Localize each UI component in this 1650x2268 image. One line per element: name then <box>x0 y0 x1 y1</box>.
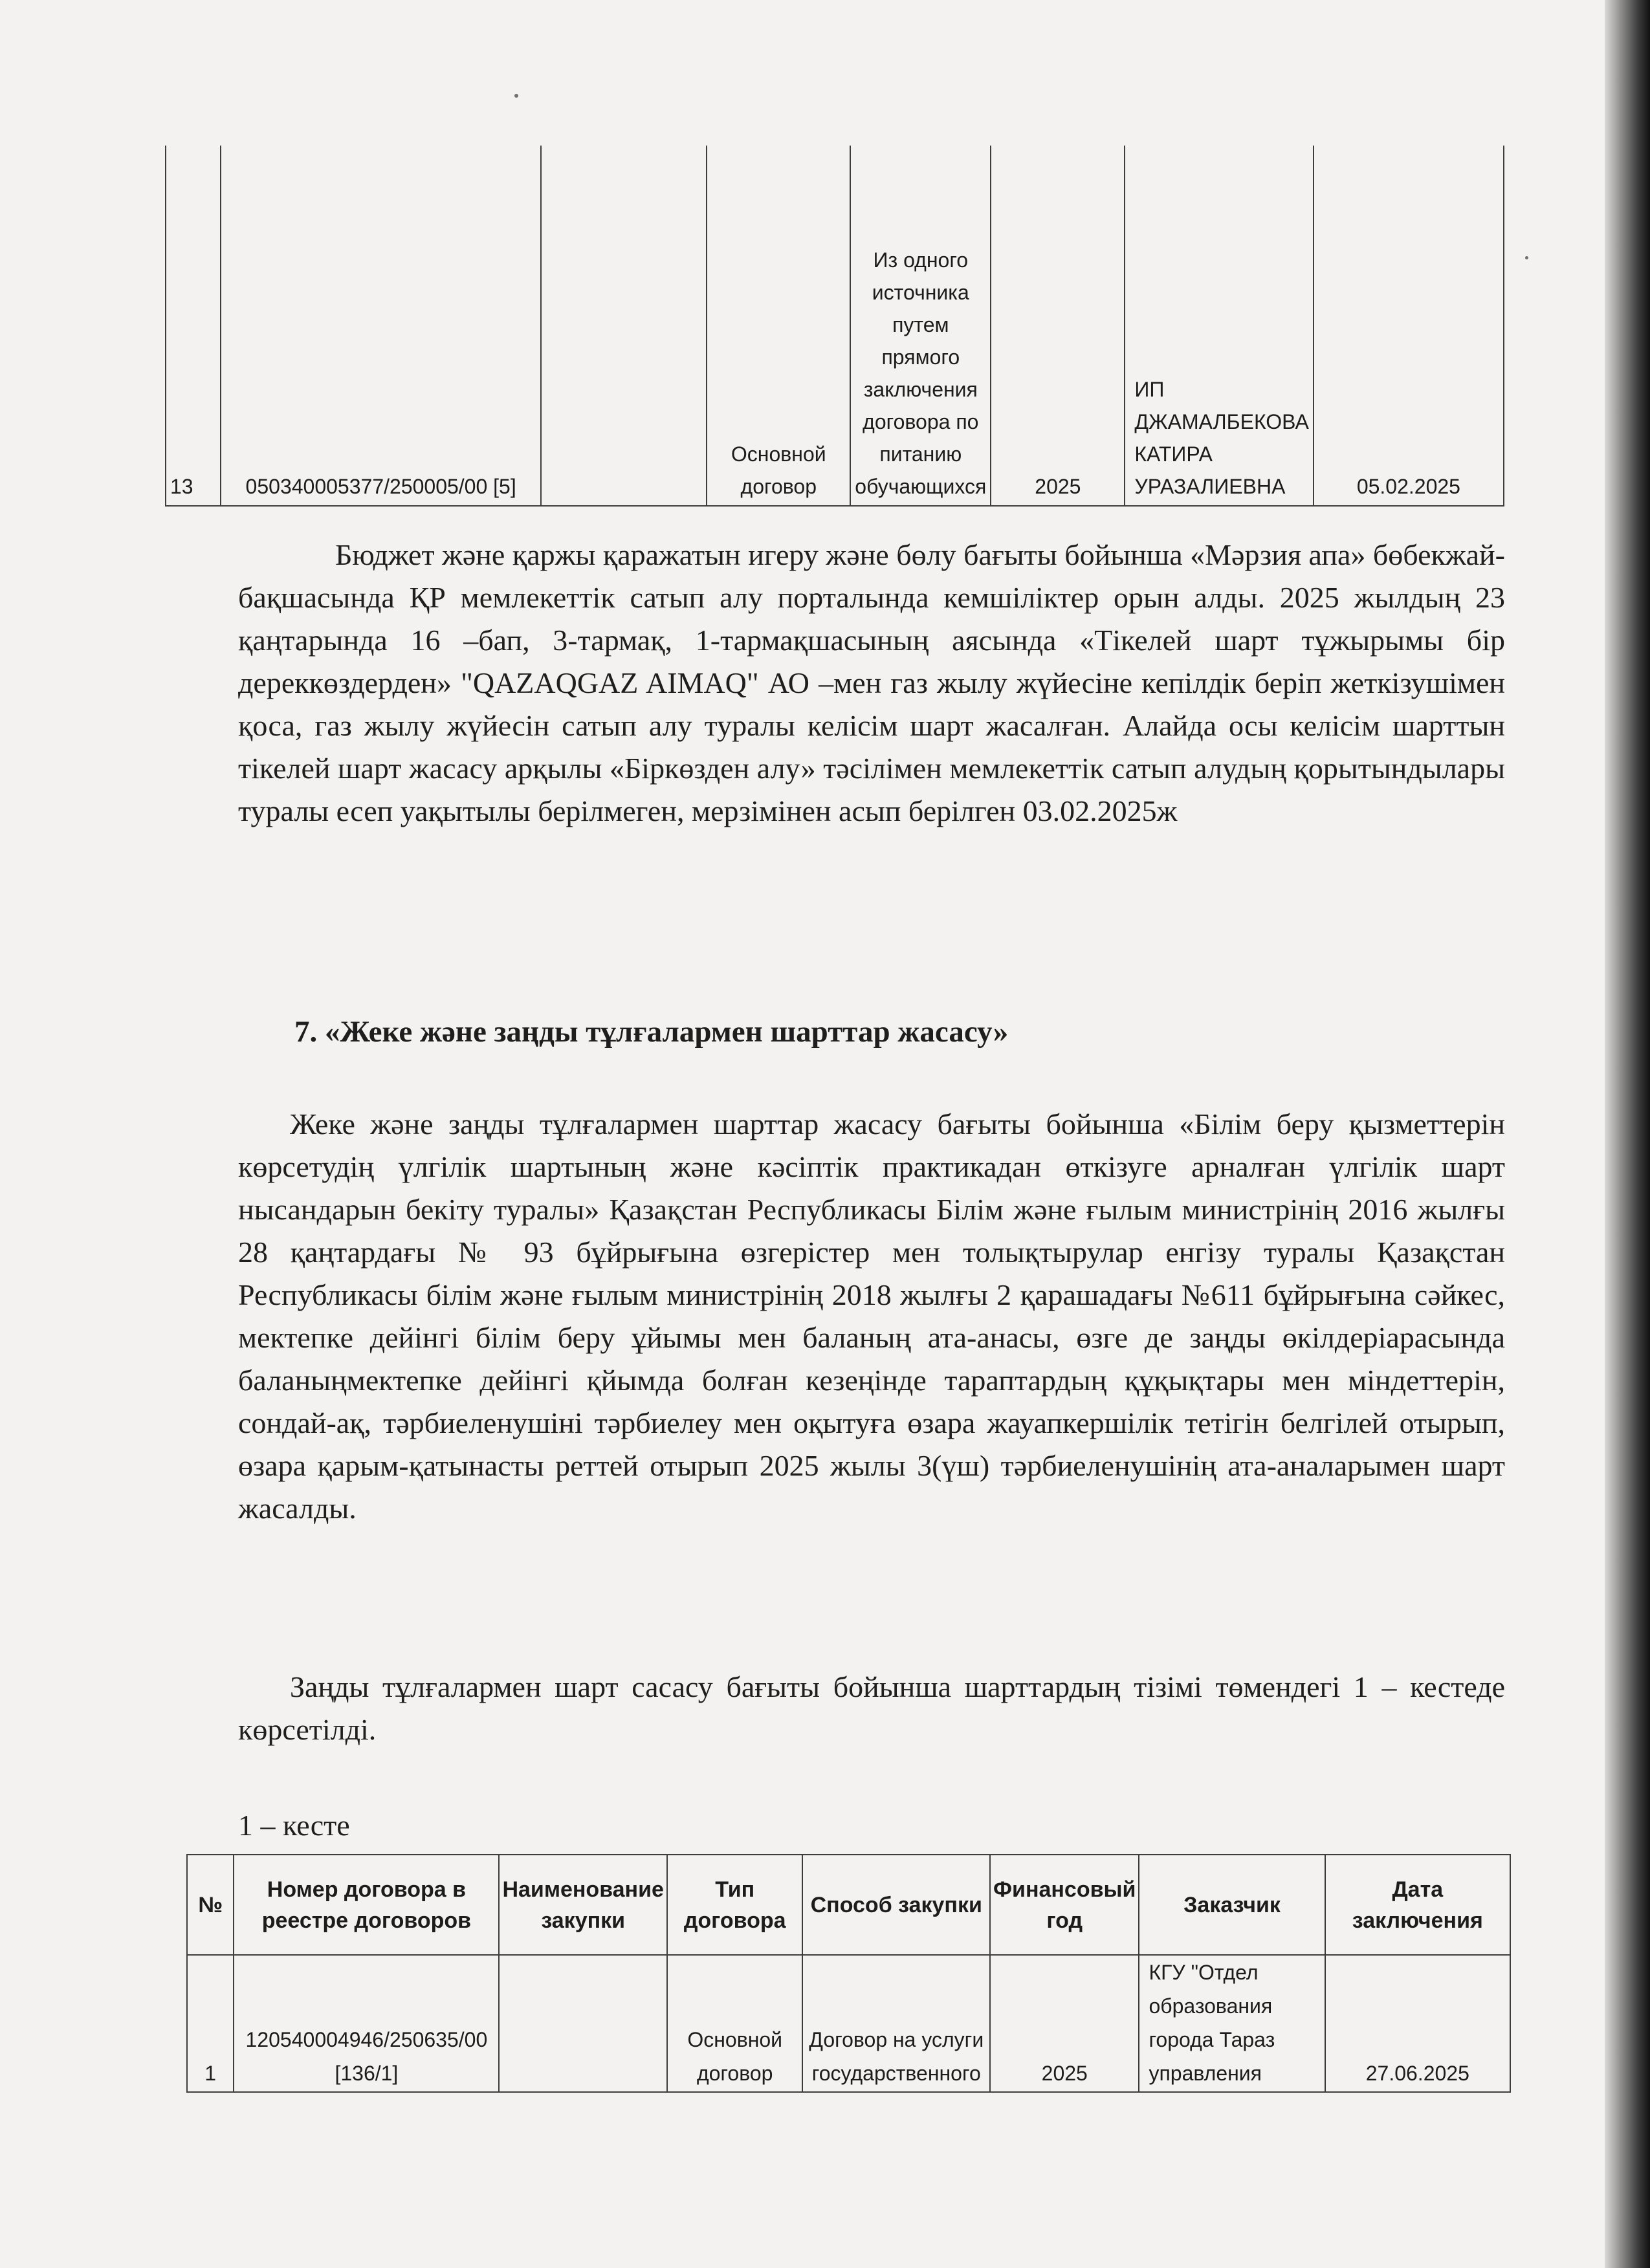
header-contract-number: Номер договора в реестре договоров <box>234 1855 499 1955</box>
contracts-table <box>186 1854 1511 2093</box>
header-contract-type: Тип договора <box>667 1855 803 1955</box>
header-purchase-method: Способ закупки <box>802 1855 990 1955</box>
cell-contract-number: 120540004946/250635/00 [136/1] <box>234 1955 499 2092</box>
cell-customer: ИП ДЖАМАЛБЕКОВА КАТИРА УРАЗАЛИЕВНА <box>1125 146 1313 506</box>
cell-fiscal-year: 2025 <box>991 146 1125 506</box>
header-purchase-name: Наименование закупки <box>499 1855 666 1955</box>
section-heading: 7. «Жеке және заңды тұлғалармен шарттар жасасу» <box>294 1015 1009 1049</box>
table-row <box>187 1955 1510 2092</box>
cell-date: 27.06.2025 <box>1325 1955 1510 2092</box>
table-caption: 1 – кесте <box>238 1809 350 1842</box>
header-date: Дата заключения <box>1325 1855 1510 1955</box>
paragraph-contract-list: Заңды тұлғалармен шарт сасасу бағыты бойынша шарттардың тізімі төмендегі 1 – кестеде көрсетілді. <box>238 1670 1505 1746</box>
paragraph-contracts: Жеке және заңды тұлғалармен шарттар жасасу бағыты бойынша «Білім беру қызметтерін көрсетудің үлгілік шартының және кәсіптік практикадан өткізуге арналған үлгілік шарт нысандарын бекіту туралы» Қазақстан Республикасы Білім және ғылым министрінің 2016 жылғы 28 қаңтардағы № 93 бұйрығына өзгерістер мен толықтырулар енгізу туралы Қазақстан Республикасы білім және ғылым министрінің 2018 жылғы 2 қарашадағы №611 бұйрығына сәйкес, мектепке дейінгі білім беру ұйымы мен баланың ата-анасы, өзге де заңды өкілдеріарасында баланыңмектепке дейінгі қйымда болған кезеңінде тараптардың құқықтары мен міндеттерін, сондай-ақ, тәрбиеленушіні тәрбиелеу мен оқытуға өзара жауапкершілік тетігін белгілей отырып, өзара қарым-қатынасты реттей отырып 2025 жылы 3(үш) тәрбиеленушінің ата-аналарымен шарт жасалды. <box>238 1107 1505 1525</box>
table-header-row <box>187 1855 1510 1955</box>
cell-purchase-name <box>499 1955 666 2092</box>
scan-speck <box>1525 256 1528 259</box>
cell-date: 05.02.2025 <box>1314 146 1504 506</box>
header-number: № <box>187 1855 234 1955</box>
cell-contract-number: 050340005377/250005/00 [5] <box>221 146 541 506</box>
procurement-table-continued <box>165 146 1504 507</box>
scanner-edge-shadow <box>1605 0 1650 2268</box>
cell-purchase-method: Из одного источника путем прямого заключения договора по питанию обучающихся <box>850 146 991 506</box>
cell-customer: КГУ "Отдел образования города Тараз управления <box>1139 1955 1325 2092</box>
scan-speck <box>514 94 518 98</box>
cell-contract-type: Основной договор <box>707 146 850 506</box>
header-customer: Заказчик <box>1139 1855 1325 1955</box>
table-row <box>166 146 1504 506</box>
cell-fiscal-year: 2025 <box>990 1955 1139 2092</box>
cell-number: 1 <box>187 1955 234 2092</box>
cell-purchase-method: Договор на услуги государственного <box>802 1955 990 2092</box>
paragraph-budget: Бюджет және қаржы қаражатын игеру және бөлу бағыты бойынша «Мәрзия апа» бөбекжай-бақшасында ҚР мемлекеттік сатып алу порталында кемшіліктер орын алды. 2025 жылдың 23 қаңтарында 16 –бап, 3-тармақ, 1-тармақшасының аясында «Тікелей шарт тұжырымы бір дереккөздерден» "QAZAQGAZ AIMAQ" АО –мен газ жылу жүйесіне кепілдік беріп жеткізушімен қоса, газ жылу жүйесін сатып алу туралы келісім шарт жасалған. Алайда осы келісім шарттын тікелей шарт жасасу арқылы «Біркөзден алу» тәсілімен мемлекеттік сатып алудың қорытындылары туралы есеп уақытылы берілмеген, мерзімінен асып берілген 03.02.2025ж <box>238 538 1505 827</box>
cell-purchase-name <box>541 146 707 506</box>
cell-contract-type: Основной договор <box>667 1955 803 2092</box>
header-fiscal-year: Финансовый год <box>990 1855 1139 1955</box>
cell-number: 13 <box>166 146 221 506</box>
